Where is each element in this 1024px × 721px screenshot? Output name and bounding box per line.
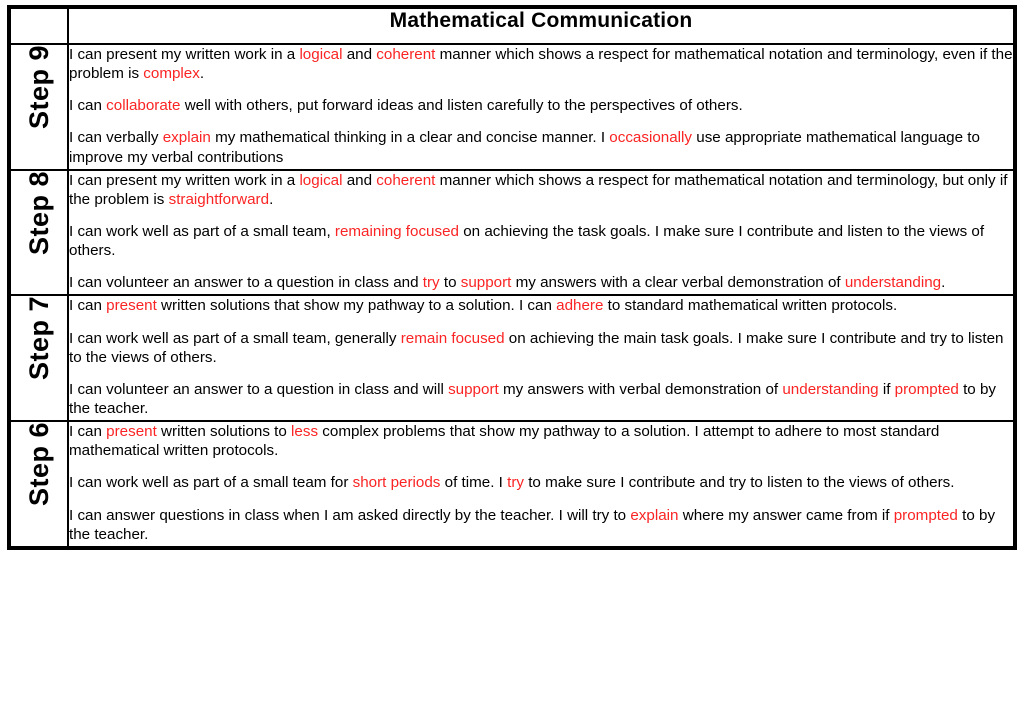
highlighted-term: support bbox=[448, 380, 499, 398]
statement-text: where my answer came from if bbox=[678, 506, 894, 524]
descriptor-statement bbox=[69, 422, 1013, 460]
descriptor-statement bbox=[69, 296, 1013, 315]
highlighted-term: try bbox=[507, 474, 524, 492]
statement-text: I can work well as part of a small team, bbox=[69, 222, 335, 240]
statement-text: . bbox=[941, 274, 946, 292]
statement-text: to standard mathematical written protocols. bbox=[603, 297, 898, 315]
descriptor-statement bbox=[69, 45, 1013, 83]
statement-text: I can bbox=[69, 297, 107, 315]
step-cell bbox=[10, 295, 68, 421]
highlighted-term: short periods bbox=[352, 474, 441, 492]
table-row bbox=[10, 44, 1014, 170]
statement-text: I can bbox=[69, 97, 107, 115]
step-cell bbox=[10, 44, 68, 170]
statement-text: to bbox=[439, 274, 461, 292]
statement-text: I can answer questions in class when I am asked directly by the teacher. I will try to bbox=[69, 506, 631, 524]
table-title: Mathematical Communication bbox=[68, 8, 1014, 44]
statement-text: and bbox=[342, 171, 377, 189]
statement-text: manner which shows a respect for mathematical notation and terminology, but only if the problem is bbox=[69, 171, 1008, 208]
statement-text: and bbox=[342, 46, 377, 63]
rubric-rows bbox=[10, 44, 1014, 547]
highlighted-term: remain focused bbox=[400, 329, 505, 347]
statement-text: written solutions to bbox=[156, 423, 292, 441]
descriptor-statement bbox=[69, 171, 1013, 209]
step-cell bbox=[10, 421, 68, 547]
statement-text: . bbox=[199, 65, 205, 83]
highlighted-term: adhere bbox=[556, 297, 604, 315]
statement-text: of time. I bbox=[440, 474, 508, 492]
statement-text: if bbox=[878, 380, 895, 398]
descriptor-statement bbox=[69, 506, 1013, 544]
statement-text: manner which shows a respect for mathematical notation and terminology, even if the problem is bbox=[69, 46, 1013, 83]
highlighted-term: straightforward bbox=[168, 190, 270, 208]
statement-text: my mathematical thinking in a clear and concise manner. I bbox=[210, 129, 610, 147]
table-row bbox=[10, 170, 1014, 296]
descriptor-statement bbox=[69, 273, 1013, 292]
highlighted-term: present bbox=[106, 423, 157, 441]
statement-text: on achieving the task goals. I make sure I contribute and listen to the views of others. bbox=[69, 222, 985, 260]
highlighted-term: understanding bbox=[844, 274, 942, 292]
highlighted-term: collaborate bbox=[106, 97, 181, 115]
table-header-row bbox=[10, 8, 1014, 44]
descriptor-statement bbox=[69, 329, 1013, 367]
statement-text: I can verbally bbox=[69, 129, 163, 147]
highlighted-term: prompted bbox=[893, 506, 958, 524]
highlighted-term: present bbox=[106, 297, 157, 315]
step-descriptors-cell bbox=[68, 295, 1014, 421]
highlighted-term: remaining focused bbox=[334, 222, 459, 240]
highlighted-term: understanding bbox=[782, 380, 879, 398]
descriptor-statement bbox=[69, 380, 1013, 418]
statement-text: on achieving the main task goals. I make sure I contribute and try to listen to the views of others. bbox=[69, 329, 1004, 366]
highlighted-term: prompted bbox=[894, 380, 959, 398]
descriptor-statement bbox=[69, 473, 1013, 492]
statement-text: I can present my written work in a bbox=[69, 171, 300, 189]
highlighted-term: logical bbox=[299, 46, 343, 63]
statement-text: I can work well as part of a small team, generally bbox=[69, 329, 401, 347]
statement-text: written solutions that show my pathway to a solution. I can bbox=[156, 297, 557, 315]
rubric-sheet bbox=[7, 5, 1017, 550]
statement-text: my answers with verbal demonstration of bbox=[498, 380, 783, 398]
step-label: Step 6 bbox=[23, 422, 54, 507]
statement-text: to make sure I contribute and try to listen to the views of others. bbox=[523, 474, 955, 492]
statement-text: complex problems that show my pathway to a solution. I attempt to adhere to most standard mathematical written protocols. bbox=[69, 423, 940, 460]
rubric-table bbox=[9, 7, 1015, 548]
highlighted-term: explain bbox=[162, 129, 211, 147]
descriptor-statement bbox=[69, 96, 1013, 115]
statement-text: I can volunteer an answer to a question in class and will bbox=[69, 380, 449, 398]
statement-text: . bbox=[269, 190, 274, 208]
statement-text: I can work well as part of a small team for bbox=[69, 474, 353, 492]
step-descriptors-cell bbox=[68, 421, 1014, 547]
step-label: Step 7 bbox=[23, 296, 54, 381]
corner-cell bbox=[10, 8, 68, 44]
highlighted-term: try bbox=[422, 274, 440, 292]
descriptor-statement bbox=[69, 222, 1013, 260]
highlighted-term: less bbox=[291, 423, 319, 441]
statement-text: I can present my written work in a bbox=[69, 46, 300, 63]
highlighted-term: coherent bbox=[376, 46, 436, 63]
statement-text: use appropriate mathematical language to improve my verbal contributions bbox=[69, 129, 980, 166]
descriptor-statement bbox=[69, 128, 1013, 166]
highlighted-term: support bbox=[460, 274, 512, 292]
highlighted-term: complex bbox=[143, 65, 200, 83]
highlighted-term: coherent bbox=[376, 171, 436, 189]
statement-text: my answers with a clear verbal demonstration of bbox=[511, 274, 845, 292]
statement-text: well with others, put forward ideas and listen carefully to the perspectives of others. bbox=[180, 97, 743, 115]
highlighted-term: logical bbox=[299, 171, 343, 189]
statement-text: I can volunteer an answer to a question in class and bbox=[69, 274, 423, 292]
table-row bbox=[10, 295, 1014, 421]
highlighted-term: occasionally bbox=[609, 129, 693, 147]
statement-text: I can bbox=[69, 423, 107, 441]
highlighted-term: explain bbox=[630, 506, 679, 524]
step-cell bbox=[10, 170, 68, 296]
table-row bbox=[10, 421, 1014, 547]
statement-text: to by the teacher. bbox=[69, 380, 996, 417]
statement-text: to by the teacher. bbox=[69, 506, 996, 543]
rubric-table-body bbox=[10, 8, 1014, 44]
step-descriptors-cell bbox=[68, 170, 1014, 296]
step-descriptors-cell bbox=[68, 44, 1014, 170]
step-label: Step 8 bbox=[23, 170, 54, 255]
step-label: Step 9 bbox=[23, 45, 54, 130]
